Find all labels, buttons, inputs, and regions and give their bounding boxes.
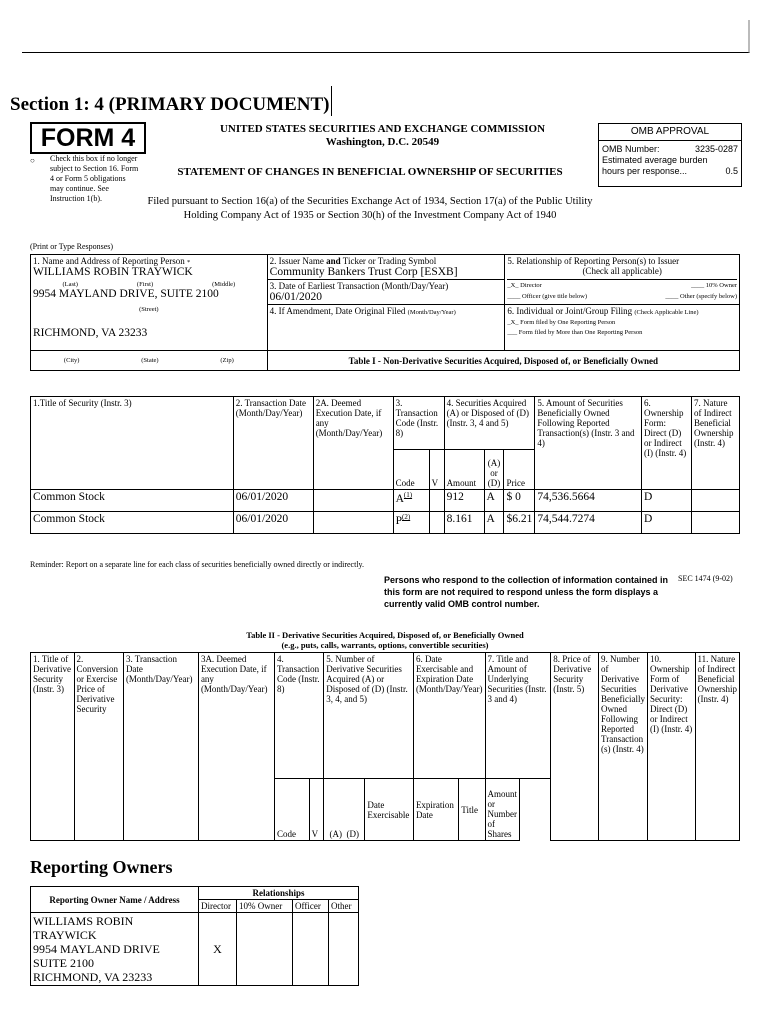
- t1-h-code: 3. Transaction Code (Instr. 8): [393, 397, 444, 450]
- relationships-header: Relationships: [199, 887, 359, 900]
- reporting-person-name: WILLIAMS ROBIN TRAYWICK: [33, 266, 193, 278]
- statement-title: STATEMENT OF CHANGES IN BENEFICIAL OWNERSHIP OF SECURITIES: [177, 166, 563, 178]
- t1-h-form: 6. Ownership Form: Direct (D) or Indirect (I) (Instr. 4): [642, 397, 692, 490]
- t1-h-date: 2. Transaction Date (Month/Day/Year): [233, 397, 313, 490]
- omb-burden-label: Estimated average burden: [602, 155, 708, 165]
- table-row: WILLIAMS ROBIN TRAYWICK 9954 MAYLAND DRIVE SUITE 2100 RICHMOND, VA 23233 X: [31, 913, 359, 986]
- top-frame: [22, 20, 750, 53]
- omb-hours-value: 0.5: [725, 166, 738, 176]
- agency-address: Washington, D.C. 20549: [325, 136, 440, 148]
- t2-a-cell: (A) (D): [324, 779, 365, 841]
- reminder-text: Reminder: Report on a separate line for each class of securities beneficially owned directly or indirectly.: [30, 560, 365, 569]
- omb-header: OMB APPROVAL: [599, 124, 741, 141]
- reporting-person-cell: 1. Name and Address of Reporting Person * WILLIAMS ROBIN TRAYWICK: [31, 255, 268, 280]
- filing-one-option[interactable]: _X_ Form filed by One Reporting Person: [507, 319, 616, 326]
- persons-note: Persons who respond to the collection of information contained in this form are not required to respond unless the form displays a currently valid OMB control number.: [384, 575, 669, 609]
- owner-name-header: Reporting Owner Name / Address: [31, 887, 199, 913]
- checkbox-note: Check this box if no longer subject to Section 16. Form 4 or Form 5 obligations may continue. See Instruction 1(b).: [50, 154, 139, 203]
- omb-approval-box: [598, 123, 742, 187]
- no-longer-subject-checkbox[interactable]: [30, 154, 140, 204]
- table2-derivative: 1. Title of Derivative Security (Instr. 3) 2. Conversion or Exercise Price of Derivative Security 3. Transaction Date (Month/Day/Year) 3A. Deemed Execution Date, if any (Month/Day/Year) 4. Transaction Code (Instr. 8) 5. Number of Derivative Securities Acquired (A) or Disposed of (D) (Instr. 3, 4, and 5) 6. Date Exercisable and Expiration Date (Month/Day/Year) 7. Title and Amount of Underlying Securities (Instr. 3 and 4) 8. Price of Derivative Security (Instr. 5) 9. Number of Derivative Securities Beneficially Owned Following Reported Transaction (s) (Instr. 4) 10. Ownership Form of Derivative Security: Direct (D) or Indirect (I) (Instr. 4) 11. Nature of Indirect Beneficial Ownership (Instr. 4) Code V (A) (D) Date Exercisable Expiration Date Title Amount or Number of Shares: [30, 652, 740, 841]
- filing-more-option[interactable]: ___ Form filed by More than One Reporting Person: [507, 329, 643, 336]
- form-label: FORM 4: [30, 122, 146, 154]
- omb-number-label: OMB Number:: [602, 144, 660, 154]
- ten-pct-checkbox[interactable]: ____ 10% Owner: [691, 282, 737, 289]
- table1-non-derivative: 1.Title of Security (Instr. 3) 2. Transaction Date (Month/Day/Year) 2A. Deemed Execution Date, if any (Month/Day/Year) 3. Transaction Code (Instr. 8) 4. Securities Acquired (A) or Disposed of (D) (Instr. 3, 4 and 5) 5. Amount of Securities Beneficially Owned Following Reported Transaction(s) (Instr. 3 and 4) 6. Ownership Form: Direct (D) or Indirect (I) (Instr. 4) 7. Nature of Indirect Beneficial Ownership (Instr. 4) Code V Amount (A) or (D) Price Common Stock 06/01/2020 $A^{(1)}$ 912 A $ 0 74,536.5664 D Common Stock 06/01/2020 $P^{(2)}$ 8.161 A $6.21 74,544.7274 D: [30, 396, 740, 534]
- earliest-tx-date: 06/01/2020: [269, 291, 323, 303]
- filing-cell: 6. Individual or Joint/Group Filing (Check Applicable Line) _X_ Form filed by One Reporting Person ___ Form filed by More than One Reporting Person: [505, 305, 740, 351]
- table-row: Common Stock 06/01/2020 $A^{(1)}$ 912 A $ 0 74,536.5664 D: [31, 490, 740, 512]
- footnote-link-1[interactable]: (1): [403, 491, 413, 499]
- reporting-owners-title: Reporting Owners: [30, 857, 173, 877]
- table-row: Common Stock 06/01/2020 $P^{(2)}$ 8.161 A $6.21 74,544.7274 D: [31, 512, 740, 534]
- city-state-zip-labels: (City) (State) (Zip): [31, 351, 268, 371]
- reporting-person-city: RICHMOND, VA 23233: [33, 326, 148, 339]
- checkbox-icon[interactable]: ○: [30, 156, 35, 165]
- table1-title: Table I - Non-Derivative Securities Acquired, Disposed of, or Beneficially Owned: [267, 351, 739, 371]
- agency-header: [160, 123, 605, 149]
- table2-title: Table II - Derivative Securities Acquired, Disposed of, or Beneficially Owned (e.g., puts, calls, warrants, options, convertible securities): [246, 630, 524, 650]
- omb-number-value: 3235-0287: [694, 144, 738, 154]
- t1-h-deemed: 2A. Deemed Execution Date, if any (Month/Day/Year): [313, 397, 393, 490]
- t1-h-title: 1.Title of Security (Instr. 3): [31, 397, 234, 490]
- amendment-cell: 4. If Amendment, Date Original Filed (Month/Day/Year): [267, 305, 505, 351]
- omb-hours-label: hours per response...: [602, 166, 688, 176]
- director-checkbox[interactable]: _X_ Director: [507, 282, 542, 289]
- section-title: Section 1: 4 (PRIMARY DOCUMENT): [10, 86, 332, 116]
- t1-h-nature: 7. Nature of Indirect Beneficial Ownership (Instr. 4): [691, 397, 739, 490]
- filed-pursuant-text: Filed pursuant to Section 16(a) of the Securities Exchange Act of 1934, Section 17(a) of the Public Utility Holding Company Act of 1935 or Section 30(h) of the Investment Company Act of 1940: [147, 196, 593, 221]
- reporting-person-street-cell: (Last) (First) (Middle) 9954 MAYLAND DRIVE, SUITE 2100: [31, 280, 268, 305]
- issuer-value: Community Bankers Trust Corp [ESXB]: [269, 266, 458, 278]
- header-info-table: [30, 254, 740, 371]
- reporting-owners-table: Reporting Owner Name / Address Relationships Director 10% Owner Officer Other WILLIAMS ROBIN TRAYWICK 9954 MAYLAND DRIVE SUITE 2100 RICHMOND, VA 23233 X: [30, 886, 359, 986]
- officer-checkbox[interactable]: ____ Officer (give title below): [507, 293, 588, 300]
- agency-name: UNITED STATES SECURITIES AND EXCHANGE COMMISSION: [219, 123, 546, 135]
- other-checkbox[interactable]: ____ Other (specify below): [665, 293, 737, 300]
- issuer-cell: 2. Issuer Name and Ticker or Trading Symbol Community Bankers Trust Corp [ESXB]: [267, 255, 505, 280]
- print-note: (Print or Type Responses): [30, 242, 114, 251]
- director-mark: X: [199, 913, 237, 986]
- sec-code: SEC 1474 (9-02): [678, 574, 733, 583]
- reporting-person-street: 9954 MAYLAND DRIVE, SUITE 2100: [33, 287, 219, 300]
- footnote-link-2[interactable]: (2): [402, 513, 411, 521]
- earliest-tx-cell: 3. Date of Earliest Transaction (Month/Day/Year) 06/01/2020: [267, 280, 505, 305]
- t1-h-securities: 4. Securities Acquired (A) or Disposed of (D) (Instr. 3, 4 and 5): [444, 397, 535, 450]
- t1-h-owned: 5. Amount of Securities Beneficially Owned Following Reported Transaction(s) (Instr. 3 and 4): [535, 397, 642, 490]
- relationship-cell: 5. Relationship of Reporting Person(s) to Issuer (Check all applicable) _X_ Director ____ 10% Owner ____ Officer (give title below) ____ Other (specify below): [505, 255, 740, 305]
- reporting-person-city-cell: (Street) RICHMOND, VA 23233: [31, 305, 268, 351]
